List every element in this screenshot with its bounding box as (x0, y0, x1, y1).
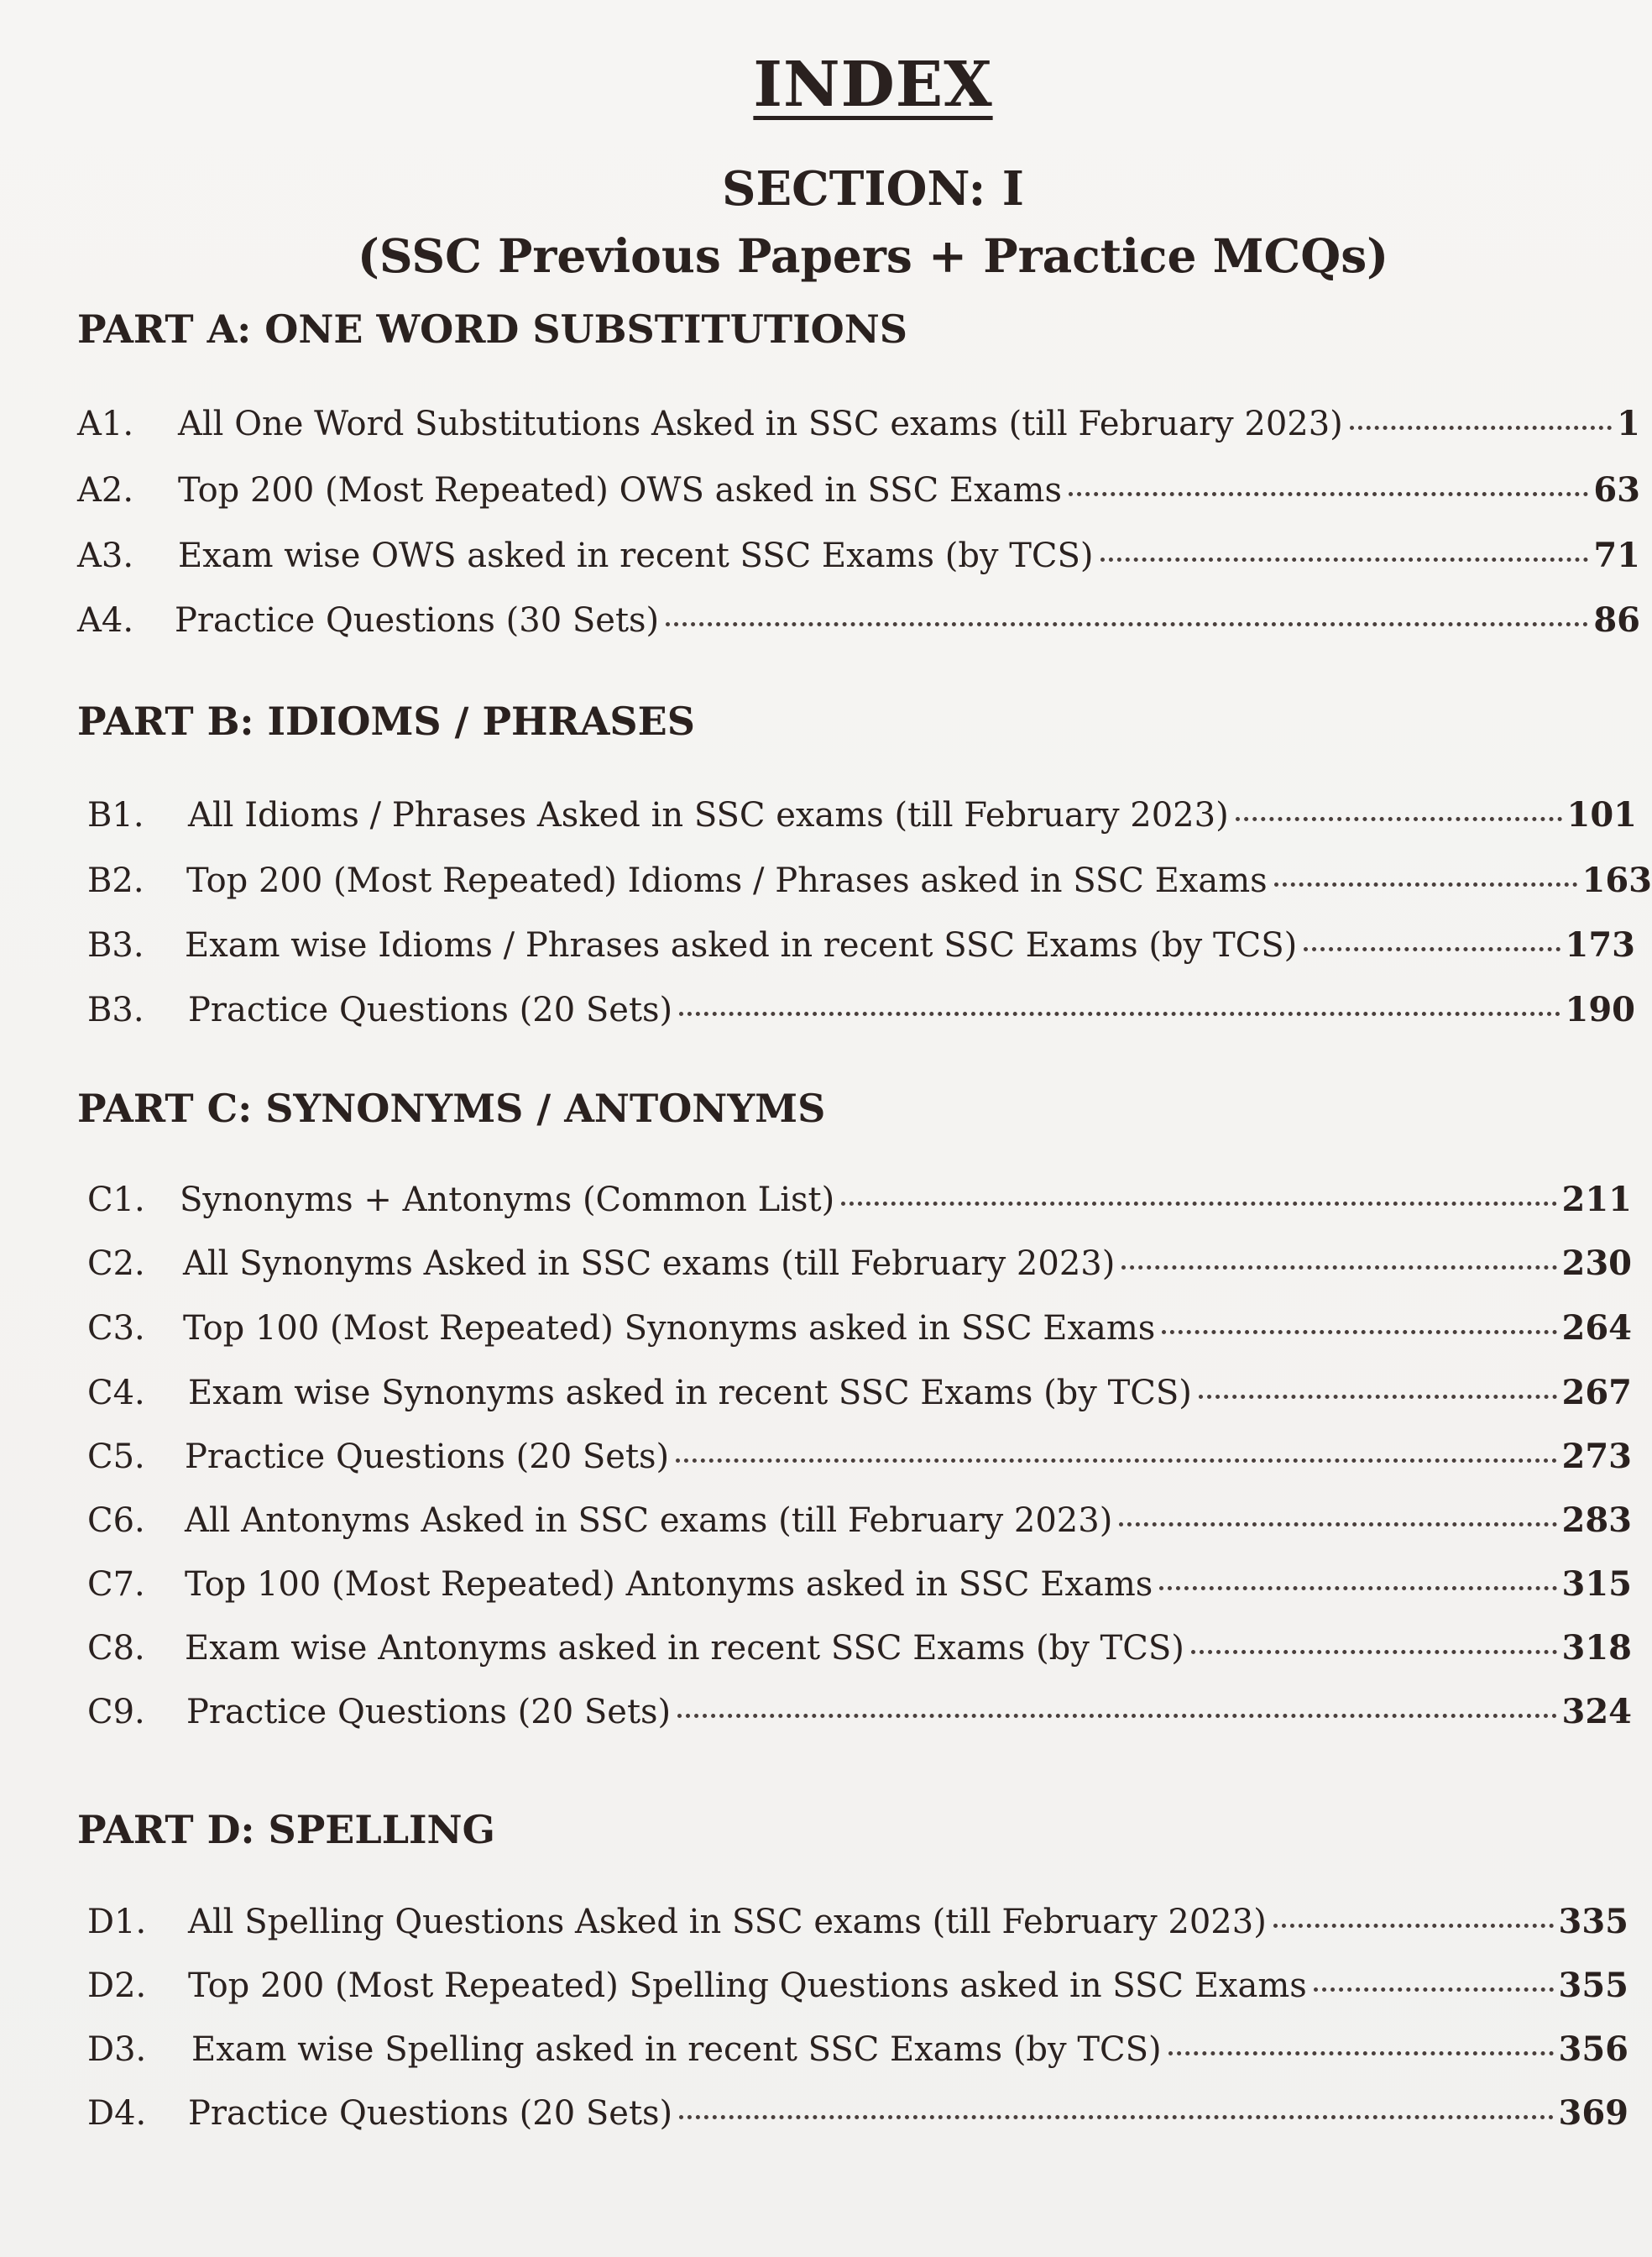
entry-code: C3. (87, 1309, 145, 1348)
entry-page-number: 211 (1561, 1180, 1632, 1219)
entry-code: C7. (87, 1565, 145, 1604)
entry-title: Top 100 (Most Repeated) Antonyms asked in SSC Exams (185, 1565, 1153, 1604)
part-d-title: PART D: SPELLING (77, 1807, 495, 1852)
entry-title: Exam wise Spelling asked in recent SSC Exams (by TCS) (191, 2030, 1162, 2069)
entry-code: C4. (87, 1374, 145, 1412)
toc-entry-b1[interactable] (87, 796, 1637, 835)
entry-page-number: 230 (1561, 1244, 1632, 1283)
entry-page-number: 315 (1561, 1564, 1632, 1604)
dot-leader (1314, 1987, 1554, 1992)
toc-entry-c1[interactable] (87, 1181, 1632, 1219)
section-title: SECTION: I (722, 161, 1024, 217)
entry-title: All Idioms / Phrases Asked in SSC exams (till February 2023) (188, 796, 1229, 835)
entry-page-number: 173 (1565, 925, 1635, 965)
dot-leader (1191, 1650, 1557, 1654)
toc-entry-c5[interactable] (87, 1437, 1632, 1476)
entry-code: B3. (87, 991, 144, 1029)
entry-page-number: 267 (1561, 1373, 1632, 1412)
toc-entry-b4[interactable] (87, 991, 1635, 1029)
dot-leader (676, 1458, 1556, 1463)
entry-title: Exam wise Antonyms asked in recent SSC Exams (by TCS) (185, 1629, 1184, 1668)
part-c-title: PART C: SYNONYMS / ANTONYMS (77, 1086, 826, 1131)
entry-title: All Antonyms Asked in SSC exams (till February 2023) (185, 1501, 1113, 1540)
entry-code: D1. (87, 1903, 147, 1941)
entry-code: B1. (87, 796, 144, 835)
entry-page-number: 324 (1561, 1692, 1632, 1731)
entry-page-number: 190 (1565, 990, 1635, 1029)
dot-leader (1121, 1265, 1556, 1270)
entry-page-number: 86 (1593, 600, 1640, 640)
entry-page-number: 264 (1561, 1308, 1632, 1348)
entry-page-number: 71 (1593, 536, 1640, 575)
entry-title: Practice Questions (20 Sets) (188, 991, 673, 1029)
entry-page-number: 355 (1558, 1966, 1628, 2005)
entry-page-number: 283 (1561, 1500, 1632, 1540)
toc-entry-c3[interactable] (87, 1309, 1632, 1348)
entry-title: Top 100 (Most Repeated) Synonyms asked in SSC Exams (183, 1309, 1156, 1348)
entry-code: C1. (87, 1181, 145, 1219)
entry-title: Exam wise Idioms / Phrases asked in recent SSC Exams (by TCS) (185, 926, 1298, 965)
entry-code: B2. (87, 861, 144, 900)
page-title: INDEX (753, 49, 993, 121)
dot-leader (1162, 1330, 1556, 1334)
entry-title: Practice Questions (30 Sets) (175, 601, 660, 640)
toc-entry-c6[interactable] (87, 1501, 1632, 1540)
toc-entry-c9[interactable] (87, 1693, 1632, 1731)
dot-leader (1350, 426, 1612, 430)
toc-entry-c7[interactable] (87, 1565, 1632, 1604)
toc-entry-b3[interactable] (87, 926, 1635, 965)
entry-title: Top 200 (Most Repeated) Spelling Questions asked in SSC Exams (188, 1966, 1307, 2005)
dot-leader (679, 1012, 1560, 1016)
entry-code: A3. (77, 537, 134, 575)
toc-entry-c2[interactable] (87, 1244, 1632, 1283)
dot-leader (1199, 1395, 1557, 1399)
dot-leader (1273, 1924, 1554, 1928)
entry-title: Practice Questions (20 Sets) (188, 2094, 673, 2133)
entry-code: B3. (87, 926, 144, 965)
entry-code: A1. (77, 405, 134, 443)
entry-code: D4. (87, 2094, 147, 2133)
toc-entry-c4[interactable] (87, 1374, 1632, 1412)
dot-leader (1274, 882, 1577, 887)
dot-leader (1236, 817, 1562, 821)
dot-leader (841, 1202, 1556, 1206)
toc-entry-d3[interactable] (87, 2030, 1628, 2069)
entry-title: Synonyms + Antonyms (Common List) (180, 1181, 835, 1219)
entry-page-number: 1 (1617, 404, 1640, 443)
entry-title: Top 200 (Most Repeated) OWS asked in SSC Exams (178, 471, 1062, 510)
entry-title: All One Word Substitutions Asked in SSC exams (till February 2023) (178, 405, 1343, 443)
entry-title: All Synonyms Asked in SSC exams (till February 2023) (183, 1244, 1116, 1283)
section-subtitle: (SSC Previous Papers + Practice MCQs) (357, 228, 1389, 283)
toc-entry-d2[interactable] (87, 1966, 1628, 2005)
part-b-title: PART B: IDIOMS / PHRASES (77, 699, 695, 744)
entry-code: D3. (87, 2030, 147, 2069)
dot-leader (666, 622, 1588, 626)
toc-entry-a3[interactable] (77, 537, 1640, 575)
dot-leader (679, 2115, 1553, 2119)
entry-page-number: 369 (1558, 2093, 1628, 2133)
entry-page-number: 273 (1561, 1437, 1632, 1476)
entry-page-number: 101 (1566, 795, 1637, 835)
entry-title: Practice Questions (20 Sets) (186, 1693, 672, 1731)
dot-leader (1119, 1522, 1556, 1526)
toc-entry-a2[interactable] (77, 471, 1640, 510)
dot-leader (677, 1714, 1556, 1718)
entry-code: C8. (87, 1629, 145, 1668)
dot-leader (1168, 2051, 1554, 2055)
toc-entry-c8[interactable] (87, 1629, 1632, 1668)
entry-title: All Spelling Questions Asked in SSC exams (till February 2023) (188, 1903, 1267, 1941)
entry-code: C2. (87, 1244, 145, 1283)
toc-entry-d1[interactable] (87, 1903, 1628, 1941)
dot-leader (1304, 947, 1560, 951)
toc-entry-d4[interactable] (87, 2094, 1628, 2133)
part-a-title: PART A: ONE WORD SUBSTITUTIONS (77, 306, 907, 352)
dot-leader (1069, 492, 1588, 496)
entry-page-number: 63 (1593, 470, 1640, 510)
entry-page-number: 318 (1561, 1628, 1632, 1668)
entry-title: Top 200 (Most Repeated) Idioms / Phrases asked in SSC Exams (186, 861, 1268, 900)
entry-code: C6. (87, 1501, 145, 1540)
entry-code: A4. (77, 601, 134, 640)
toc-entry-a1[interactable] (77, 405, 1640, 443)
entry-page-number: 335 (1558, 1902, 1628, 1941)
entry-page-number: 163 (1581, 861, 1652, 900)
entry-title: Exam wise OWS asked in recent SSC Exams (by TCS) (178, 537, 1094, 575)
entry-title: Exam wise Synonyms asked in recent SSC Exams (by TCS) (188, 1374, 1192, 1412)
dot-leader (1100, 558, 1589, 562)
entry-title: Practice Questions (20 Sets) (185, 1437, 670, 1476)
toc-entry-a4[interactable] (77, 601, 1640, 640)
entry-code: D2. (87, 1966, 147, 2005)
entry-page-number: 356 (1558, 2029, 1628, 2069)
entry-code: A2. (77, 471, 134, 510)
toc-entry-b2[interactable] (87, 861, 1652, 900)
entry-code: C5. (87, 1437, 145, 1476)
dot-leader (1159, 1586, 1556, 1590)
entry-code: C9. (87, 1693, 145, 1731)
